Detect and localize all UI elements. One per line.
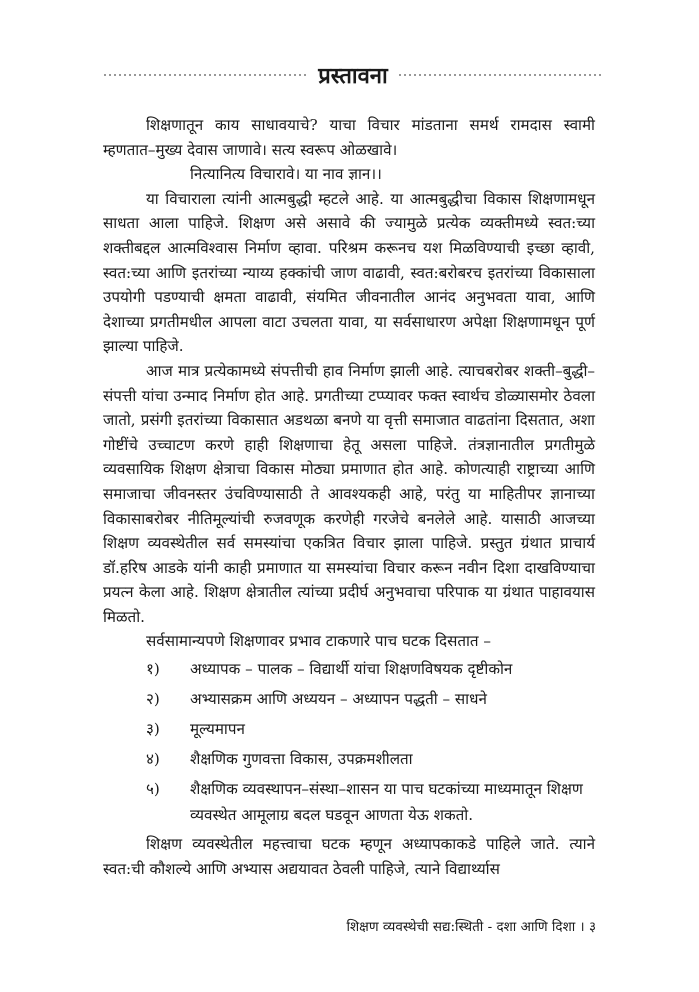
left-wavy-rule: [103, 72, 308, 78]
chapter-heading: [103, 60, 603, 90]
list-item-number: ३): [146, 720, 160, 739]
list-item: [103, 684, 595, 714]
body-text: [103, 113, 595, 881]
paragraph-4: शिक्षण व्यवस्थेतील महत्त्वाचा घटक म्हणून अध्यापकाकडे पाहिले जाते. त्याने स्वत:ची कौशल्ये आणि अभ्यास अद्ययावत ठेवली पाहिजे, त्याने विद्यार्थ्यास: [103, 835, 595, 878]
list-item-number: २): [146, 690, 160, 709]
chapter-title: प्रस्तावना: [318, 64, 388, 89]
list-item: [103, 714, 595, 744]
list-intro: सर्वसामान्यपणे शिक्षणावर प्रभाव टाकणारे पाच घटक दिसतात –: [146, 632, 492, 651]
list-item: [103, 654, 595, 684]
paragraph-1: शिक्षणातून काय साधावयाचे? याचा विचार मांडताना समर्थ रामदास स्वामी म्हणतात–मुख्य देवास जाणावे। सत्य स्वरूप ओळखावे।: [103, 116, 595, 159]
list-item-text: अध्यापक – पालक – विद्यार्थी यांचा शिक्षणविषयक दृष्टीकोन: [190, 660, 513, 679]
factor-list: [103, 654, 595, 828]
list-item-text: शैक्षणिक व्यवस्थापन–संस्था–शासन या पाच घटकांच्या माध्यमातून शिक्षण व्यवस्थेत आमूलाग्र बदल घडवून आणता येऊ शकतो.: [190, 780, 583, 825]
paragraph-3: आज मात्र प्रत्येकामध्ये संपत्तीची हाव निर्माण झाली आहे. त्याचबरोबर शक्ती–बुद्धी–संपत्ती यांचा उन्माद निर्माण होत आहे. प्रगतीच्या टप्प्यावर फक्त स्वार्थच डोळ्यासमोर ठेवला जातो, प्रसंगी इतरांच्या विकासात अडथळा बनणे या वृत्ती समाजात वाढतांना दिसतात, अशा गोष्टींचे उच्चाटण करणे हाही शिक्षणाचा हेतू असला पाहिजे. तंत्रज्ञानातील प्रगतीमुळे व्यवसायिक शिक्षण क्षेत्राचा विकास मोठ्या प्रमाणात होत आहे. कोणत्याही राष्ट्राच्या आणि समाजाचा जीवनस्तर उंचविण्यासाठी ते आवश्यकही आहे, परंतु या माहितीपर ज्ञानाच्या विकासाबरोबर नीतिमूल्यांची रुजवणूक करणेही गरजेचे बनलेले आहे. यासाठी आजच्या शिक्षण व्यवस्थेतील सर्व समस्यांचा एकत्रित विचार झाला पाहिजे. प्रस्तुत ग्रंथात प्राचार्य डॉ.हरिष आडके यांनी काही प्रमाणात या समस्यांचा विचार करून नवीन दिशा दाखविण्याचा प्रयत्न केला आहे. शिक्षण क्षेत्रातील त्यांच्या प्रदीर्घ अनुभवाचा परिपाक या ग्रंथात पाहावयास मिळतो.: [103, 361, 595, 626]
list-item-number: १): [146, 660, 160, 679]
list-item-text: मूल्यमापन: [190, 720, 245, 739]
right-wavy-rule: [398, 72, 603, 78]
verse-line: नित्यानित्य विचारावे। या नाव ज्ञान।।: [190, 165, 382, 184]
list-item: [103, 774, 595, 828]
running-footer: शिक्षण व्यवस्थेची सद्य:स्थिती - दशा आणि दिशा । ३: [346, 919, 596, 935]
list-item-number: ४): [146, 750, 160, 769]
list-item-number: ५): [146, 780, 160, 799]
list-item: [103, 744, 595, 774]
list-item-text: अभ्यासक्रम आणि अध्ययन – अध्यापन पद्धती – साधने: [190, 690, 487, 709]
list-item-text: शैक्षणिक गुणवत्ता विकास, उपक्रमशीलता: [190, 750, 413, 769]
paragraph-2: या विचाराला त्यांनी आत्मबुद्धी म्हटले आहे. या आत्मबुद्धीचा विकास शिक्षणामधून साधता आला पाहिजे. शिक्षण असे असावे की ज्यामुळे प्रत्येक व्यक्तीमध्ये स्वत:च्या शक्तीबद्दल आत्मविश्वास निर्माण व्हावा. परिश्रम करूनच यश मिळविण्याची इच्छा व्हावी, स्वत:च्या आणि इतरांच्या न्याय्य हक्कांची जाण वाढावी, स्वत:बरोबरच इतरांच्या विकासाला उपयोगी पडण्याची क्षमता वाढावी, संयमित जीवनातील आनंद अनुभवता यावा, आणि देशाच्या प्रगतीमधील आपला वाटा उचलता यावा, या सर्वसाधारण अपेक्षा शिक्षणामधून पूर्ण झाल्या पाहिजे.: [103, 189, 595, 356]
